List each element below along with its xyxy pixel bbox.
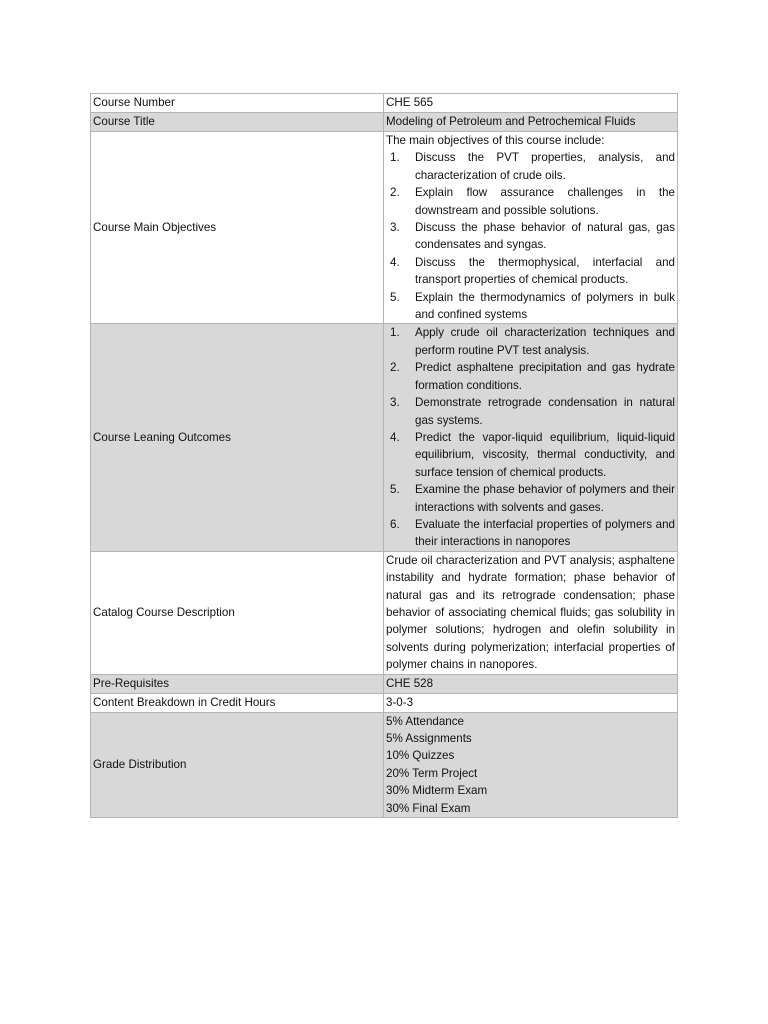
objective-number: 4. xyxy=(390,255,400,269)
grade-item: 5% Attendance xyxy=(386,714,464,728)
objectives-value xyxy=(384,132,678,324)
objective-number: 3. xyxy=(390,221,400,235)
outcome-item xyxy=(386,516,675,551)
outcome-text: Predict the vapor-liquid equilibrium, liquid-liquid equilibrium, viscosity, thermal conductivity, and surface tension of chemical products. xyxy=(415,430,675,479)
objective-number: 2. xyxy=(390,186,400,200)
outcome-text: Predict asphaltene precipitation and gas hydrate formation conditions. xyxy=(415,361,675,392)
outcome-text: Examine the phase behavior of polymers and their interactions with solvents and gases. xyxy=(415,483,675,514)
row-course-number xyxy=(91,94,678,113)
grade-item: 30% Final Exam xyxy=(386,801,471,815)
credit-hours-value: 3-0-3 xyxy=(384,693,678,712)
prerequisites-label: Pre-Requisites xyxy=(91,674,384,693)
row-objectives xyxy=(91,132,678,324)
outcome-item xyxy=(386,429,675,481)
objective-item xyxy=(386,149,675,184)
course-number-label: Course Number xyxy=(91,94,384,113)
outcome-number: 4. xyxy=(390,430,400,444)
row-grade-distribution xyxy=(91,712,678,817)
grade-item: 20% Term Project xyxy=(386,766,478,780)
outcome-number: 2. xyxy=(390,361,400,375)
outcome-item xyxy=(386,324,675,359)
grade-item: 10% Quizzes xyxy=(386,749,455,763)
objective-item xyxy=(386,184,675,219)
objective-text: Explain the thermodynamics of polymers in bulk and confined systems xyxy=(415,290,675,322)
objective-number: 5. xyxy=(390,290,400,304)
course-title-label: Course Title xyxy=(91,113,384,132)
outcome-number: 3. xyxy=(390,396,400,410)
objectives-label: Course Main Objectives xyxy=(91,132,384,324)
course-number-value: CHE 565 xyxy=(384,94,678,113)
objectives-intro: The main objectives of this course include: xyxy=(386,134,605,147)
objective-number: 1. xyxy=(390,151,400,165)
catalog-label: Catalog Course Description xyxy=(91,551,384,674)
grade-distribution-label: Grade Distribution xyxy=(91,712,384,817)
outcomes-value xyxy=(384,324,678,551)
objective-text: Discuss the PVT properties, analysis, and characterization of crude oils. xyxy=(415,151,675,182)
outcome-number: 6. xyxy=(390,517,400,531)
objective-item xyxy=(386,289,675,324)
prerequisites-value: CHE 528 xyxy=(384,674,678,693)
outcome-text: Apply crude oil characterization techniques and perform routine PVT test analysis. xyxy=(415,326,675,357)
outcomes-list xyxy=(386,324,675,550)
row-course-title xyxy=(91,113,678,132)
objective-item xyxy=(386,219,675,254)
grade-item: 5% Assignments xyxy=(386,732,472,745)
outcome-number: 5. xyxy=(390,483,400,497)
row-outcomes xyxy=(91,324,678,551)
objective-text: Explain flow assurance challenges in the downstream and possible solutions. xyxy=(415,186,675,217)
catalog-value xyxy=(384,551,678,674)
outcome-item xyxy=(386,481,675,516)
credit-hours-label: Content Breakdown in Credit Hours xyxy=(91,693,384,712)
objective-item xyxy=(386,254,675,289)
course-title-value: Modeling of Petroleum and Petrochemical Fluids xyxy=(384,113,678,132)
objectives-list xyxy=(386,149,675,323)
grade-item: 30% Midterm Exam xyxy=(386,784,488,798)
catalog-description: Crude oil characterization and PVT analysis; asphaltene instability and hydrate formation; phase behavior of natural gas and its retrograde condensation; phase behavior of associating chemical fluids; gas solubility in polymer solutions; hydrogen and olefin solubility in solvents during polymerization; interfacial properties of polymer chains in nanopores. xyxy=(386,553,675,672)
objective-text: Discuss the thermophysical, interfacial and transport properties of chemical products. xyxy=(415,255,675,287)
outcome-number: 1. xyxy=(390,326,400,340)
objective-text: Discuss the phase behavior of natural gas, gas condensates and syngas. xyxy=(415,221,675,252)
row-credit-hours xyxy=(91,693,678,712)
row-catalog xyxy=(91,551,678,674)
outcome-text: Demonstrate retrograde condensation in natural gas systems. xyxy=(415,396,675,427)
outcome-item xyxy=(386,359,675,394)
outcome-item xyxy=(386,394,675,429)
outcomes-label: Course Leaning Outcomes xyxy=(91,324,384,551)
course-spec-table xyxy=(90,93,678,818)
grade-distribution-value xyxy=(384,712,678,817)
outcome-text: Evaluate the interfacial properties of polymers and their interactions in nanopores xyxy=(415,517,675,549)
row-prerequisites xyxy=(91,674,678,693)
